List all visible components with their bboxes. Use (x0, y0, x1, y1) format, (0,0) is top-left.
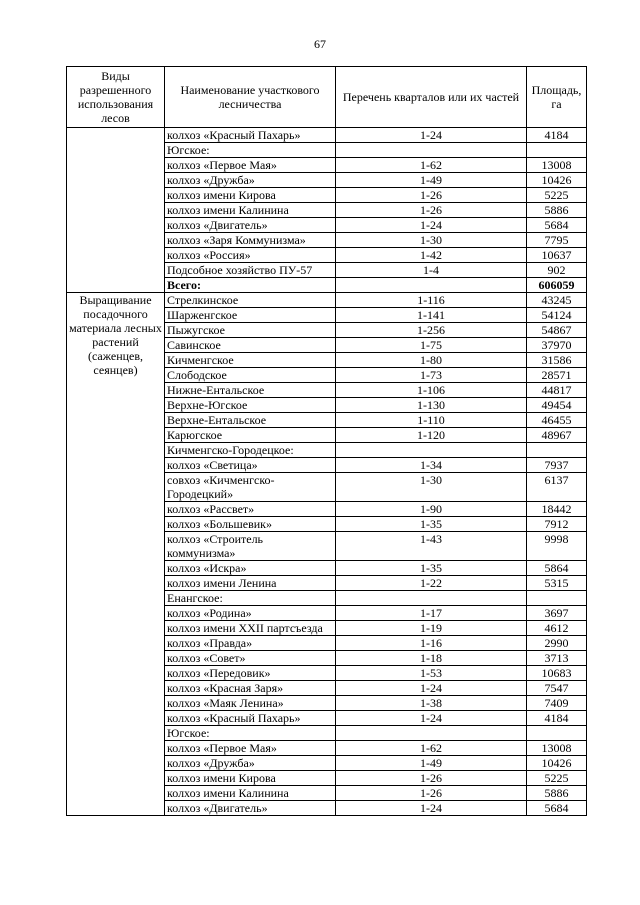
forestry-name-cell: колхоз «Дружба» (165, 756, 336, 771)
use-type-cell: Выращивание посадочного материала лесных растений (саженцев, сеянцев) (67, 293, 165, 816)
forestry-name-cell: Шарженгское (165, 308, 336, 323)
table-row (67, 293, 587, 308)
area-cell: 5684 (527, 801, 587, 816)
forestry-name-cell: колхоз «Большевик» (165, 517, 336, 532)
forestry-name-cell: колхоз «Красный Пахарь» (165, 128, 336, 143)
forestry-name-cell: Стрелкинское (165, 293, 336, 308)
forestry-name-cell: колхоз имени Кирова (165, 771, 336, 786)
quarters-cell: 1-75 (336, 338, 527, 353)
area-cell: 37970 (527, 338, 587, 353)
table-header-row (67, 67, 587, 128)
quarters-cell: 1-30 (336, 473, 527, 502)
quarters-cell: 1-18 (336, 651, 527, 666)
area-cell: 5886 (527, 786, 587, 801)
quarters-cell: 1-43 (336, 532, 527, 561)
quarters-cell: 1-106 (336, 383, 527, 398)
quarters-cell: 1-120 (336, 428, 527, 443)
quarters-cell: 1-24 (336, 711, 527, 726)
forestry-name-cell: Всего: (165, 278, 336, 293)
area-cell: 6137 (527, 473, 587, 502)
area-cell: 4184 (527, 711, 587, 726)
forestry-name-cell: колхоз «Строитель коммунизма» (165, 532, 336, 561)
forestry-name-cell: колхоз «Первое Мая» (165, 158, 336, 173)
area-cell: 54867 (527, 323, 587, 338)
use-type-cell (67, 128, 165, 293)
quarters-cell: 1-38 (336, 696, 527, 711)
forestry-name-cell: колхоз «Светица» (165, 458, 336, 473)
forestry-name-cell: Верхне-Югское (165, 398, 336, 413)
forestry-name-cell: колхоз «Двигатель» (165, 801, 336, 816)
quarters-cell: 1-49 (336, 756, 527, 771)
quarters-cell (336, 278, 527, 293)
area-cell: 13008 (527, 741, 587, 756)
quarters-cell: 1-130 (336, 398, 527, 413)
quarters-cell: 1-73 (336, 368, 527, 383)
quarters-cell (336, 591, 527, 606)
quarters-cell (336, 726, 527, 741)
quarters-cell: 1-116 (336, 293, 527, 308)
area-cell: 43245 (527, 293, 587, 308)
forestry-name-cell: Карюгское (165, 428, 336, 443)
table-row (67, 128, 587, 143)
area-cell: 4184 (527, 128, 587, 143)
forestry-name-cell: Савинское (165, 338, 336, 353)
area-cell: 5225 (527, 771, 587, 786)
forestry-name-cell: колхоз имени Калинина (165, 203, 336, 218)
area-cell: 3713 (527, 651, 587, 666)
quarters-cell: 1-53 (336, 666, 527, 681)
area-cell: 7937 (527, 458, 587, 473)
forestry-name-cell: колхоз «Передовик» (165, 666, 336, 681)
forestry-name-cell: колхоз «Дружба» (165, 173, 336, 188)
quarters-cell: 1-35 (336, 517, 527, 532)
area-cell: 7409 (527, 696, 587, 711)
area-cell: 5864 (527, 561, 587, 576)
quarters-cell (336, 143, 527, 158)
area-cell: 13008 (527, 158, 587, 173)
quarters-cell: 1-141 (336, 308, 527, 323)
area-cell: 7547 (527, 681, 587, 696)
quarters-cell: 1-16 (336, 636, 527, 651)
quarters-cell: 1-17 (336, 606, 527, 621)
area-cell: 46455 (527, 413, 587, 428)
quarters-cell: 1-62 (336, 158, 527, 173)
forestry-name-cell: Кичменгское (165, 353, 336, 368)
forestry-name-cell: колхоз «Рассвет» (165, 502, 336, 517)
header-area: Площадь, га (527, 67, 587, 128)
forestry-name-cell: колхоз имени Ленина (165, 576, 336, 591)
area-cell: 5886 (527, 203, 587, 218)
quarters-cell: 1-49 (336, 173, 527, 188)
area-cell: 606059 (527, 278, 587, 293)
forestry-name-cell: Слободское (165, 368, 336, 383)
forestry-name-cell: Подсобное хозяйство ПУ-57 (165, 263, 336, 278)
forestry-name-cell: колхоз «Совет» (165, 651, 336, 666)
quarters-cell: 1-30 (336, 233, 527, 248)
quarters-cell: 1-24 (336, 801, 527, 816)
area-cell: 10426 (527, 756, 587, 771)
area-cell: 44817 (527, 383, 587, 398)
page-number: 67 (314, 37, 326, 51)
area-cell: 7795 (527, 233, 587, 248)
area-cell: 9998 (527, 532, 587, 561)
area-cell: 10637 (527, 248, 587, 263)
forestry-name-cell: колхоз «Правда» (165, 636, 336, 651)
area-cell: 48967 (527, 428, 587, 443)
forestry-name-cell: Кичменгско-Городецкое: (165, 443, 336, 458)
forestry-name-cell: Енангское: (165, 591, 336, 606)
forestry-name-cell: колхоз имени Кирова (165, 188, 336, 203)
forestry-name-cell: совхоз «Кичменгско-Городецкий» (165, 473, 336, 502)
forestry-name-cell: колхоз «Первое Мая» (165, 741, 336, 756)
forestry-name-cell: колхоз «Родина» (165, 606, 336, 621)
area-cell: 4612 (527, 621, 587, 636)
forestry-name-cell: колхоз имени XXII партсъезда (165, 621, 336, 636)
area-cell: 10683 (527, 666, 587, 681)
forestry-name-cell: Югское: (165, 143, 336, 158)
quarters-cell: 1-24 (336, 218, 527, 233)
forestry-name-cell: колхоз «Маяк Ленина» (165, 696, 336, 711)
area-cell (527, 591, 587, 606)
quarters-cell (336, 443, 527, 458)
forestry-name-cell: Верхне-Ентальское (165, 413, 336, 428)
area-cell (527, 726, 587, 741)
quarters-cell: 1-26 (336, 188, 527, 203)
area-cell: 28571 (527, 368, 587, 383)
forestry-name-cell: колхоз имени Калинина (165, 786, 336, 801)
area-cell (527, 143, 587, 158)
area-cell: 10426 (527, 173, 587, 188)
quarters-cell: 1-19 (336, 621, 527, 636)
area-cell (527, 443, 587, 458)
quarters-cell: 1-42 (336, 248, 527, 263)
quarters-cell: 1-22 (336, 576, 527, 591)
header-use: Виды разрешенного использования лесов (67, 67, 165, 128)
area-cell: 5315 (527, 576, 587, 591)
forestry-name-cell: колхоз «Двигатель» (165, 218, 336, 233)
area-cell: 18442 (527, 502, 587, 517)
quarters-cell: 1-35 (336, 561, 527, 576)
quarters-cell: 1-90 (336, 502, 527, 517)
quarters-cell: 1-110 (336, 413, 527, 428)
forestry-name-cell: колхоз «Россия» (165, 248, 336, 263)
forestry-name-cell: колхоз «Красная Заря» (165, 681, 336, 696)
quarters-cell: 1-24 (336, 128, 527, 143)
forestry-name-cell: колхоз «Заря Коммунизма» (165, 233, 336, 248)
forestry-name-cell: Нижне-Ентальское (165, 383, 336, 398)
forestry-name-cell: колхоз «Красный Пахарь» (165, 711, 336, 726)
area-cell: 31586 (527, 353, 587, 368)
header-quarters: Перечень кварталов или их частей (336, 67, 527, 128)
area-cell: 902 (527, 263, 587, 278)
area-cell: 3697 (527, 606, 587, 621)
quarters-cell: 1-256 (336, 323, 527, 338)
quarters-cell: 1-24 (336, 681, 527, 696)
quarters-cell: 1-26 (336, 203, 527, 218)
forestry-name-cell: колхоз «Искра» (165, 561, 336, 576)
quarters-cell: 1-4 (336, 263, 527, 278)
forestry-name-cell: Югское: (165, 726, 336, 741)
forest-use-table (66, 66, 587, 816)
area-cell: 2990 (527, 636, 587, 651)
forestry-name-cell: Пыжугское (165, 323, 336, 338)
header-forestry: Наименование участкового лесничества (165, 67, 336, 128)
area-cell: 5684 (527, 218, 587, 233)
table-body (67, 128, 587, 816)
quarters-cell: 1-26 (336, 771, 527, 786)
area-cell: 54124 (527, 308, 587, 323)
quarters-cell: 1-62 (336, 741, 527, 756)
area-cell: 7912 (527, 517, 587, 532)
quarters-cell: 1-80 (336, 353, 527, 368)
quarters-cell: 1-34 (336, 458, 527, 473)
area-cell: 49454 (527, 398, 587, 413)
area-cell: 5225 (527, 188, 587, 203)
quarters-cell: 1-26 (336, 786, 527, 801)
